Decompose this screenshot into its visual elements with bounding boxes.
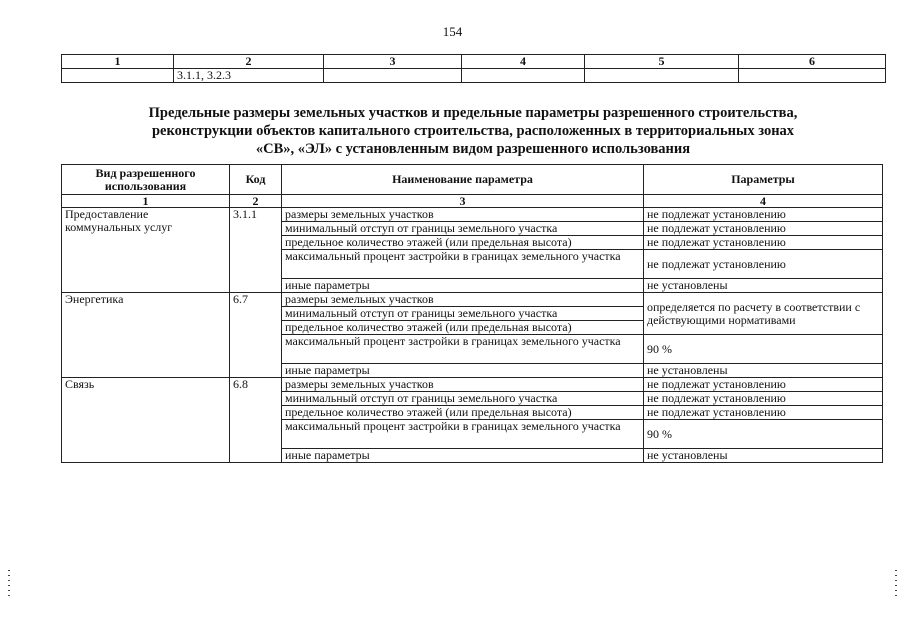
left-scan-mark <box>8 570 10 596</box>
column-number: 3 <box>282 195 644 208</box>
value-cell: 90 % <box>644 335 883 364</box>
header-use-type: Вид разрешенного использования <box>62 165 230 195</box>
code-cell: 3.1.1 <box>230 208 282 293</box>
table-cell <box>62 69 174 83</box>
parameter-cell: предельное количество этажей (или предельная высота) <box>282 236 644 250</box>
header-row <box>62 165 883 195</box>
header-parameter-name: Наименование параметра <box>282 165 644 195</box>
parameter-cell: иные параметры <box>282 449 644 463</box>
table-row <box>62 293 883 307</box>
column-number: 5 <box>585 55 739 69</box>
column-number-row <box>62 55 886 69</box>
column-number: 2 <box>230 195 282 208</box>
value-cell: не установлены <box>644 364 883 378</box>
column-number: 2 <box>174 55 324 69</box>
value-cell: не подлежат установлению <box>644 222 883 236</box>
parameter-cell: размеры земельных участков <box>282 293 644 307</box>
use-type-cell: Связь <box>62 378 230 463</box>
parameter-cell: иные параметры <box>282 279 644 293</box>
column-number: 1 <box>62 195 230 208</box>
code-cell: 6.8 <box>230 378 282 463</box>
table-row <box>62 378 883 392</box>
parameter-cell: минимальный отступ от границы земельного участка <box>282 307 644 321</box>
continuation-table <box>61 54 886 83</box>
title-line: «СВ», «ЭЛ» с установленным видом разрешенного использования <box>255 141 691 157</box>
section-title <box>61 104 885 158</box>
use-type-cell: Энергетика <box>62 293 230 378</box>
column-number: 6 <box>739 55 886 69</box>
right-scan-mark <box>895 570 897 596</box>
parameter-cell: размеры земельных участков <box>282 378 644 392</box>
table-cell <box>462 69 585 83</box>
parameter-cell: размеры земельных участков <box>282 208 644 222</box>
table-cell <box>324 69 462 83</box>
use-type-cell: Предоставление коммунальных услуг <box>62 208 230 293</box>
table-row <box>62 208 883 222</box>
parameter-cell: иные параметры <box>282 364 644 378</box>
column-number: 4 <box>644 195 883 208</box>
header-code: Код <box>230 165 282 195</box>
value-cell: не установлены <box>644 279 883 293</box>
title-line: Предельные размеры земельных участков и предельные параметры разрешенного строительства, <box>148 105 798 121</box>
value-cell: 90 % <box>644 420 883 449</box>
table-cell <box>585 69 739 83</box>
parameter-cell: максимальный процент застройки в границах земельного участка <box>282 420 644 449</box>
parameter-cell: максимальный процент застройки в границах земельного участка <box>282 335 644 364</box>
value-cell: не подлежат установлению <box>644 236 883 250</box>
value-cell: не подлежат установлению <box>644 378 883 392</box>
parameter-cell: предельное количество этажей (или предельная высота) <box>282 406 644 420</box>
code-cell: 6.7 <box>230 293 282 378</box>
value-cell: не установлены <box>644 449 883 463</box>
parameter-cell: предельное количество этажей (или предельная высота) <box>282 321 644 335</box>
column-number-row <box>62 195 883 208</box>
value-cell: определяется по расчету в соответствии с действующими нормативами <box>644 293 883 335</box>
parameter-cell: минимальный отступ от границы земельного участка <box>282 392 644 406</box>
value-cell: не подлежат установлению <box>644 392 883 406</box>
header-parameters: Параметры <box>644 165 883 195</box>
page-number: 154 <box>442 24 463 39</box>
value-cell: не подлежат установлению <box>644 406 883 420</box>
column-number: 1 <box>62 55 174 69</box>
value-cell: не подлежат установлению <box>644 250 883 279</box>
column-number: 4 <box>462 55 585 69</box>
table-cell <box>739 69 886 83</box>
value-cell: не подлежат установлению <box>644 208 883 222</box>
parameters-table <box>61 164 883 463</box>
parameter-cell: максимальный процент застройки в границах земельного участка <box>282 250 644 279</box>
table-cell: 3.1.1, 3.2.3 <box>174 69 324 83</box>
parameter-cell: минимальный отступ от границы земельного участка <box>282 222 644 236</box>
table-row <box>62 69 886 83</box>
title-line: реконструкции объектов капитального строительства, расположенных в территориальных зонах <box>151 123 795 139</box>
column-number: 3 <box>324 55 462 69</box>
